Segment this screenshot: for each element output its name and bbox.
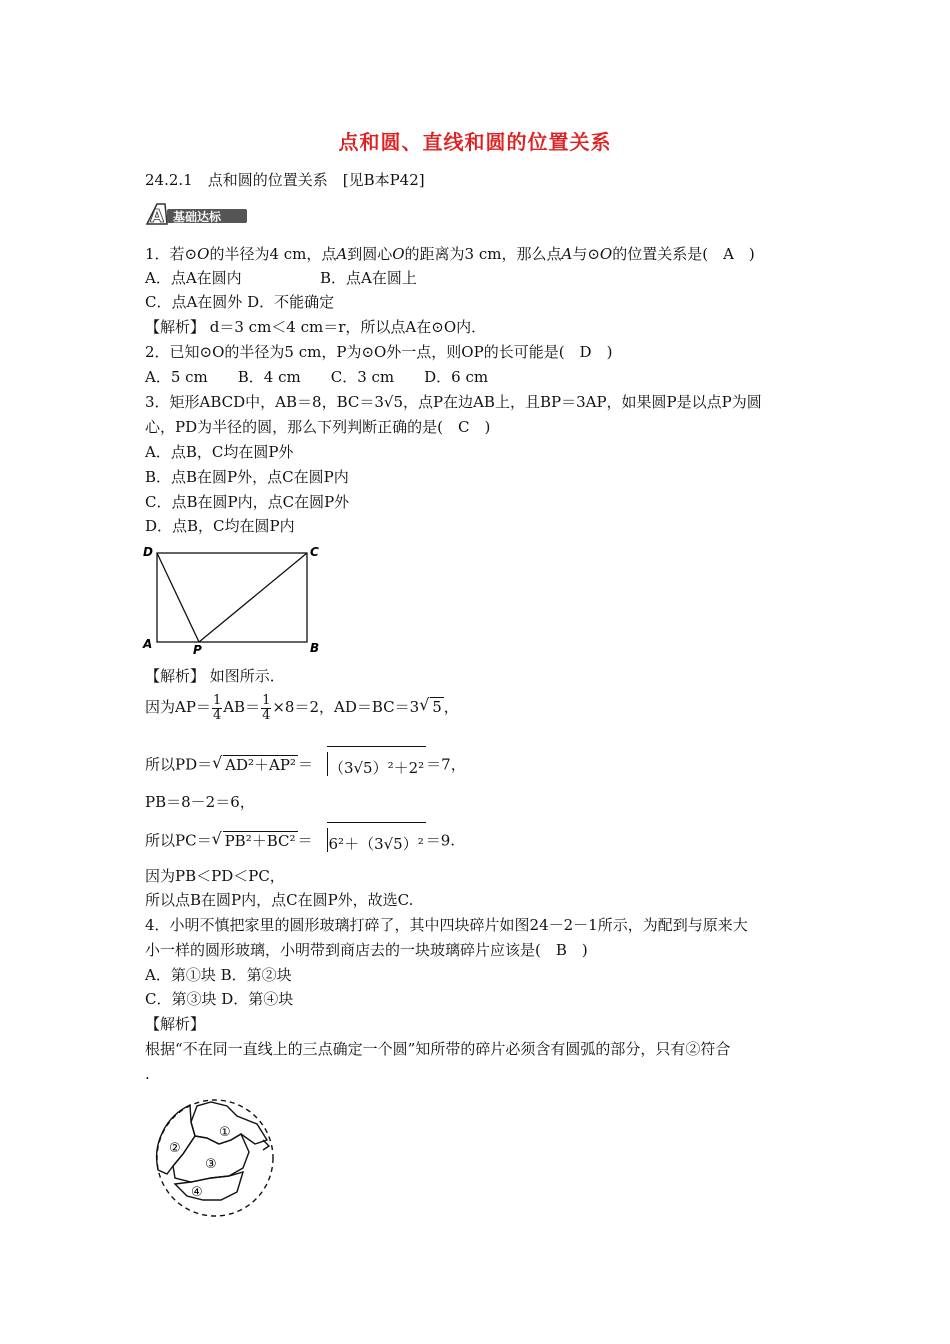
segment-pc — [199, 553, 307, 642]
q3-step2: 所以PD＝√ AD²＋AP² ＝ （3√5）²＋2² ＝7， — [145, 746, 466, 785]
q3-stem-line2: 心，PD为半径的圆，那么下列判断正确的是( C ) — [145, 418, 491, 436]
label-b: B — [310, 641, 320, 655]
q3-step3: PB＝8－2＝6， — [145, 793, 255, 811]
broken-glass-figure — [145, 1096, 285, 1224]
q4-options-ab: A．第①块 B．第②块 — [145, 966, 292, 984]
q3-step6: 所以点B在圆P内，点C在圆P外，故选C. — [145, 891, 414, 909]
q4-analysis-line1: 根据“不在同一直线上的三点确定一个圆”知所带的碎片必须含有圆弧的部分，只有②符合 — [145, 1040, 731, 1058]
segment-pd — [157, 553, 199, 642]
q3-step5: 因为PB＜PD＜PC， — [145, 867, 285, 885]
rectangle-abcd — [157, 553, 307, 642]
q1-stem: 1．若⊙O的半径为4 cm，点A到圆心O的距离为3 cm，那么点A与⊙O的位置关系是( A ) — [145, 245, 755, 263]
q3-option-b: B．点B在圆P外，点C在圆P内 — [145, 468, 349, 486]
q4-analysis-head: 【解析】 — [145, 1015, 206, 1033]
q3-step1: 因为AP＝ $\frac{1}{4}$ AB＝ $\frac{1}{4}$ ×8＝2，AD＝BC＝3√ 5 ， — [145, 692, 459, 723]
section-badge — [145, 202, 251, 226]
q4-options-cd: C．第③块 D．第④块 — [145, 990, 294, 1008]
q1-option-b: B．点A在圆上 — [320, 269, 417, 287]
piece-1-label: ① — [219, 1125, 231, 1140]
label-p: P — [193, 643, 202, 657]
q4-stem-line2: 小一样的圆形玻璃，小明带到商店去的一块玻璃碎片应该是( B ) — [145, 941, 588, 959]
q3-option-a: A．点B，C均在圆P外 — [145, 443, 294, 461]
piece-2-label: ② — [169, 1141, 181, 1156]
label-a: A — [143, 637, 153, 651]
q3-option-c: C．点B在圆P内，点C在圆P外 — [145, 493, 350, 511]
q3-stem-line1: 3．矩形ABCD中，AB＝8，BC＝3√5，点P在边AB上，且BP＝3AP，如果圆P是以点P为圆 — [145, 393, 762, 411]
label-d: D — [143, 545, 153, 559]
q1-analysis: 【解析】 d＝3 cm＜4 cm＝r，所以点A在⊙O内． — [145, 318, 487, 336]
label-c: C — [310, 545, 319, 559]
piece-4-label: ④ — [191, 1185, 203, 1200]
rectangle-figure — [140, 540, 330, 658]
page-title: 点和圆、直线和圆的位置关系 — [338, 130, 612, 154]
q1-option-a: A．点A在圆内 — [145, 269, 242, 287]
arrow-tip — [263, 1140, 269, 1150]
piece-3-label: ③ — [205, 1157, 217, 1172]
badge-letter: A — [150, 206, 164, 226]
q4-analysis-line2: . — [145, 1065, 150, 1083]
piece-4-outline — [175, 1172, 243, 1200]
q1-options-cd: C．点A在圆外 D．不能确定 — [145, 293, 335, 311]
q3-option-d: D．点B，C均在圆P内 — [145, 517, 295, 535]
q2-stem: 2．已知⊙O的半径为5 cm，P为⊙O外一点，则OP的长可能是( D ) — [145, 343, 613, 361]
q4-stem-line1: 4．小明不慎把家里的圆形玻璃打碎了，其中四块碎片如图24－2－1所示，为配到与原来大 — [145, 916, 748, 934]
q2-options: A．5 cm B．4 cm C．3 cm D．6 cm — [145, 368, 489, 386]
q3-analysis-head: 【解析】 如图所示． — [145, 667, 285, 685]
q3-step4: 所以PC＝√ PB²＋BC² ＝ 6²＋（3√5）² ＝9. — [145, 822, 455, 861]
badge-label: 基础达标 — [173, 210, 222, 224]
section-heading: 24.2.1 点和圆的位置关系 [见B本P42] — [145, 171, 425, 189]
